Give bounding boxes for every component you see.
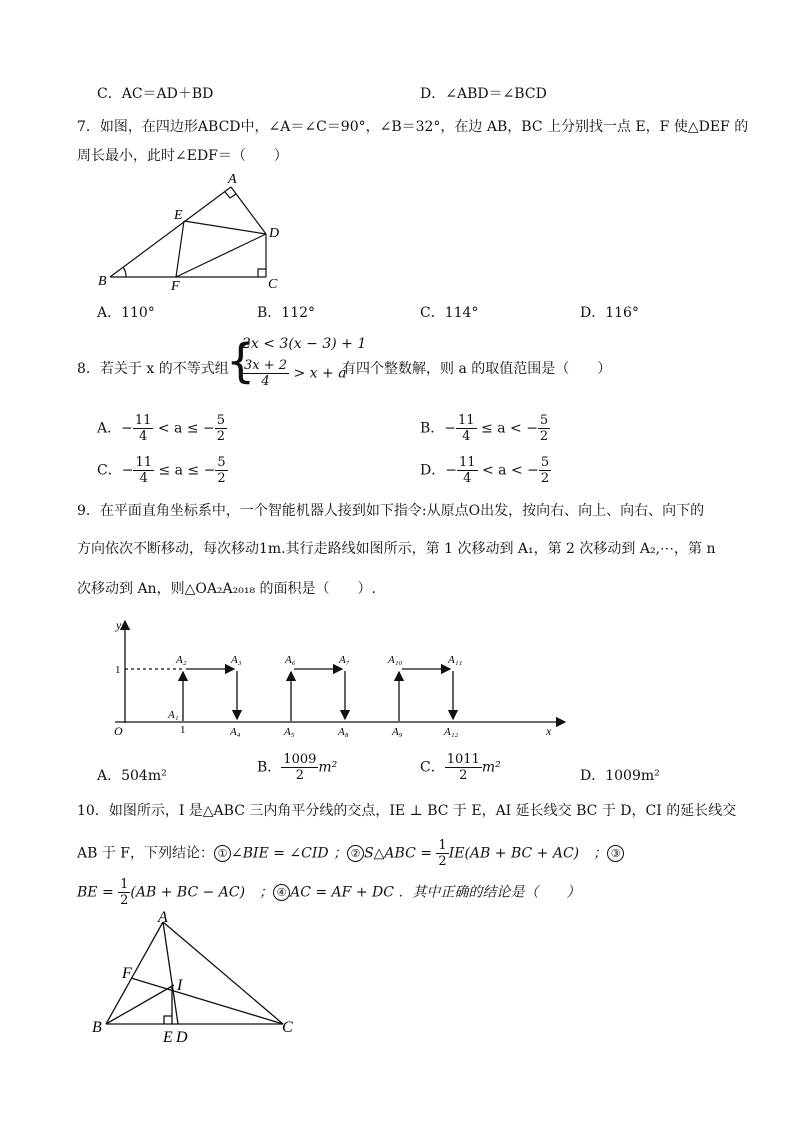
- q8-suffix: 有四个整数解，则 a 的取值范围是（ ）: [342, 361, 612, 377]
- right-angle-c: [258, 269, 266, 277]
- segment-ef: [176, 221, 184, 277]
- q9-robot-path-figure: [110, 615, 570, 745]
- q7-text-line2: 周长最小，此时∠EDF＝（ ）: [77, 148, 288, 164]
- axis-label-y: y: [116, 618, 122, 632]
- label-a3: A₃: [231, 654, 242, 666]
- label-a7: A₇: [339, 654, 350, 666]
- label-e: E: [163, 1029, 173, 1046]
- label-d: D: [269, 226, 280, 241]
- label-f: F: [122, 965, 132, 982]
- label-e: E: [174, 208, 183, 223]
- q7-text-line1: 7．如图，在四边形ABCD中，∠A＝∠C＝90°，∠B＝32°，在边 AB，BC 上分别找一点 E，F 使△DEF 的: [77, 119, 749, 135]
- side-ad: [231, 187, 266, 234]
- q9-option-a: A．504m²: [97, 768, 167, 784]
- label-f: F: [171, 279, 180, 294]
- label-a10: A₁₀: [388, 654, 403, 666]
- label-d: D: [176, 1029, 188, 1046]
- q10-triangle-figure: [88, 910, 308, 1050]
- label-a11: A₁₁: [448, 654, 463, 666]
- q7-option-c: C．114°: [420, 305, 479, 321]
- prev-option-c: C．AC＝AD＋BD: [97, 86, 214, 102]
- label-a9: A₉: [392, 726, 403, 738]
- q7-option-b: B．112°: [257, 305, 316, 321]
- q7-option-d: D．116°: [580, 305, 639, 321]
- label-a2: A₂: [176, 654, 187, 666]
- side-ab: [106, 922, 163, 1024]
- q7-option-a: A．110°: [97, 305, 155, 321]
- label-a1: A₁: [168, 709, 179, 721]
- system-brace: {: [226, 334, 256, 388]
- q9-text-line3: 次移动到 An，则△OA₂A₂₀₁₈ 的面积是（ ）.: [77, 581, 377, 597]
- q8-option-a: A．− $\frac{11}{4}$ < a ≤ − $\frac{5}{2}$: [97, 413, 226, 444]
- eq2-rest: > x + a: [293, 365, 347, 382]
- label-a: A: [228, 172, 237, 187]
- q9-option-c: C． $\frac{1011}{2}$ m²: [420, 752, 501, 783]
- q9-text-line2: 方向依次不断移动，每次移动1m.其行走路线如图所示，第 1 次移动到 A₁，第 2 次移动到 A₂,⋯，第 n: [77, 541, 716, 557]
- right-angle-a: [225, 192, 236, 198]
- side-ba: [110, 187, 231, 277]
- q10-text-line3: BE = $\frac{1}{2}$ (AB + BC − AC) ； ④ AC = AF + DC ．其中正确的结论是（ ）: [77, 877, 581, 908]
- label-i: I: [177, 977, 183, 994]
- label-a8: A₈: [338, 726, 349, 738]
- angle-arc-b: [123, 267, 126, 277]
- q7-quadrilateral-figure: [90, 170, 290, 295]
- axis-label-x: x: [546, 724, 552, 738]
- bisector-cf: [131, 978, 283, 1024]
- tick-1-x: 1: [180, 724, 186, 736]
- q8-inequality-2: [242, 358, 347, 389]
- label-a6: A₆: [285, 654, 296, 666]
- bisector-ad: [163, 922, 178, 1024]
- eq2-denominator: 4: [261, 374, 270, 389]
- label-a12: A₁₂: [444, 726, 459, 738]
- right-angle-e: [164, 1016, 172, 1024]
- q8-option-d: D．− $\frac{11}{4}$ < a < − $\frac{5}{2}$: [420, 455, 550, 486]
- q8-prefix: 8．若关于 x 的不等式组: [77, 361, 229, 377]
- label-a4: A₄: [230, 726, 241, 738]
- prev-option-d: D．∠ABD＝∠BCD: [420, 86, 547, 102]
- q8-option-c: C．− $\frac{11}{4}$ ≤ a ≤ − $\frac{5}{2}$: [97, 455, 226, 486]
- q9-option-d: D．1009m²: [580, 768, 660, 784]
- q10-text-line2: AB 于 F，下列结论： ① ∠BIE = ∠CID ； ② S△ABC = $\frac{1}{2}$ IE(AB + BC + AC) ； ③: [77, 838, 624, 869]
- label-a: A: [158, 910, 168, 926]
- label-c: C: [268, 277, 278, 292]
- q9-option-b: B． $\frac{1009}{2}$ m²: [257, 752, 338, 783]
- label-c: C: [282, 1019, 293, 1036]
- eq2-numerator: 3x + 2: [244, 358, 288, 373]
- segment-fd: [176, 234, 266, 277]
- origin-label: O: [114, 724, 123, 738]
- q10-text-line1: 10．如图所示，I 是△ABC 三内角平分线的交点，IE ⊥ BC 于 E，AI 延长线交 BC 于 D，CI 的延长线交: [77, 803, 737, 819]
- q8-option-b: B．− $\frac{11}{4}$ ≤ a < − $\frac{5}{2}$: [420, 413, 549, 444]
- label-b: B: [98, 274, 107, 289]
- q9-text-line1: 9．在平面直角坐标系中，一个智能机器人接到如下指令:从原点O出发，按向右、向上、向右、向下的: [77, 503, 705, 519]
- tick-1-y: 1: [115, 664, 121, 676]
- label-a5: A₅: [284, 726, 295, 738]
- q8-inequality-1: 2x < 3(x − 3) + 1: [242, 336, 367, 352]
- segment-ed: [184, 221, 266, 234]
- label-b: B: [92, 1019, 102, 1036]
- side-ac: [163, 922, 283, 1024]
